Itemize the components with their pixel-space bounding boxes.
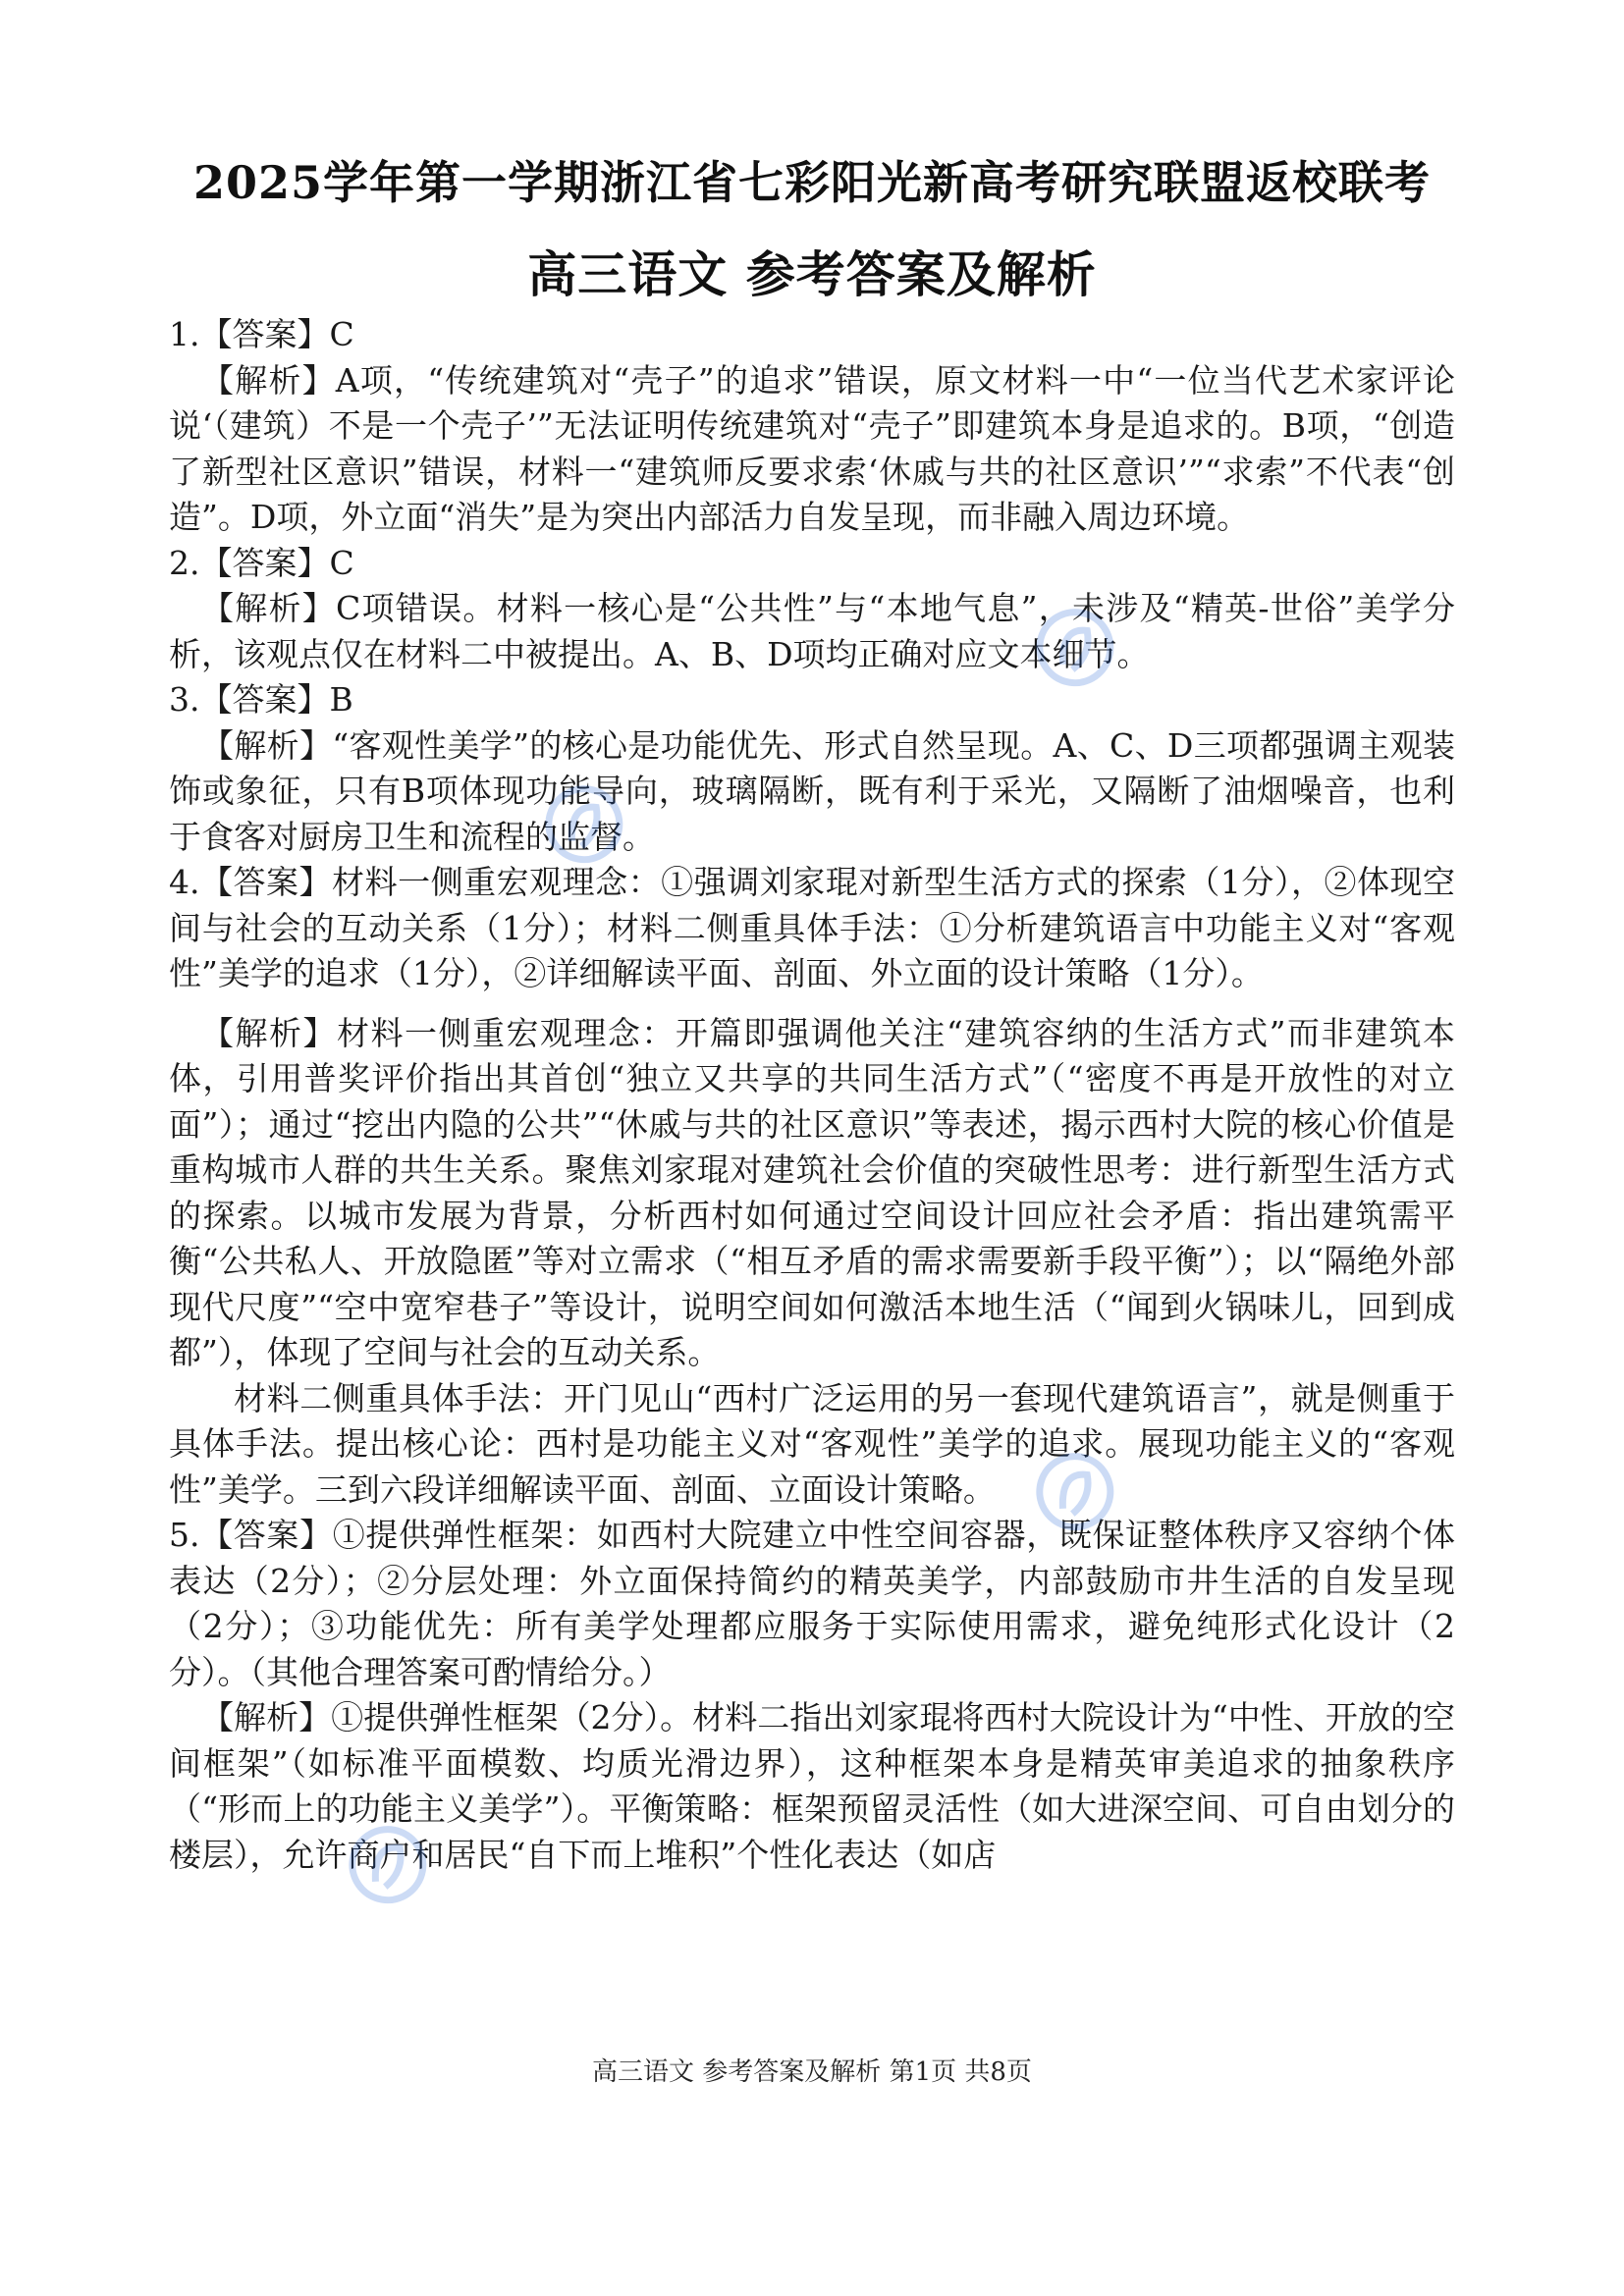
answer-4: 4.【答案】材料一侧重宏观理念：①强调刘家琨对新型生活方式的探索（1分），②体现空间与社会的互动关系（1分）；材料二侧重具体手法：①分析建筑语言中功能主义对“客观性”美学的追求（1分），②详细解读平面、剖面、外立面的设计策略（1分）。 [169, 863, 1455, 992]
exam-title: 2025学年第一学期浙江省七彩阳光新高考研究联盟返校联考 [192, 156, 1432, 209]
page-footer: 高三语文 参考答案及解析 第1页 共8页 [592, 2057, 1032, 2087]
explanation-5: 【解析】①提供弹性框架（2分）。材料二指出刘家琨将西村大院设计为“中性、开放的空间框架”（如标准平面模数、均质光滑边界），这种框架本身是精英审美追求的抽象秩序（“形而上的功能主义美学”）。平衡策略：框架预留灵活性（如大进深空间、可自由划分的楼层），允许商户和居民“自下而上堆积”个性化表达（如店 [169, 1698, 1455, 1874]
document-subtitle: 高三语文 参考答案及解析 [527, 245, 1097, 303]
explanation-4: 【解析】材料一侧重宏观理念：开篇即强调他关注“建筑容纳的生活方式”而非建筑本体，引用普奖评价指出其首创“独立又共享的共同生活方式”（“密度不再是开放性的对立面”）；通过“挖出内隐的公共”“休戚与共的社区意识”等表述，揭示西村大院的核心价值是重构城市人群的共生关系。聚焦刘家琨对建筑社会价值的突破性思考：进行新型生活方式的探索。以城市发展为背景，分析西村如何通过空间设计回应社会矛盾：指出建筑需平衡“公共私人、开放隐匿”等对立需求（“相互矛盾的需求需要新手段平衡”）；以“隔绝外部现代尺度”“空中宽窄巷子”等设计，说明空间如何激活本地生活（“闻到火锅味儿，回到成都”），体现了空间与社会的互动关系。 [169, 1013, 1455, 1371]
answer-content [169, 312, 1455, 1878]
answer-1: 1.【答案】C [169, 315, 354, 353]
explanation-4-material-2: 材料二侧重具体手法：开门见山“西村广泛运用的另一套现代建筑语言”，就是侧重于具体手法。提出核心论：西村是功能主义对“客观性”美学的追求。展现功能主义的“客观性”美学。三到六段详细解读平面、剖面、立面设计策略。 [169, 1378, 1455, 1509]
answer-5: 5.【答案】①提供弹性框架：如西村大院建立中性空间容器，既保证整体秩序又容纳个体表达（2分）；②分层处理：外立面保持简约的精英美学，内部鼓励市井生活的自发呈现（2分）；③功能优先：所有美学处理都应服务于实际使用需求，避免纯形式化设计（2分）。（其他合理答案可酌情给分。） [169, 1516, 1455, 1691]
explanation-1: 【解析】A项，“传统建筑对“壳子”的追求”错误，原文材料一中“一位当代艺术家评论说‘（建筑）不是一个壳子’”无法证明传统建筑对“壳子”即建筑本身是追求的。B项，“创造了新型社区意识”错误，材料一“建筑师反要求索‘休戚与共的社区意识’”“求索”不代表“创造”。D项，外立面“消失”是为突出内部活力自发呈现，而非融入周边环境。 [169, 360, 1455, 536]
explanation-2: 【解析】C项错误。材料一核心是“公共性”与“本地气息”，未涉及“精英-世俗”美学分析，该观点仅在材料二中被提出。A、B、D项均正确对应文本细节。 [169, 589, 1455, 673]
answer-2: 2.【答案】C [169, 543, 354, 582]
explanation-3: 【解析】“客观性美学”的核心是功能优先、形式自然呈现。A、C、D三项都强调主观装饰或象征，只有B项体现功能导向，玻璃隔断，既有利于采光，又隔断了油烟噪音，也利于食客对厨房卫生和流程的监督。 [169, 725, 1455, 856]
answer-3: 3.【答案】B [169, 680, 353, 719]
